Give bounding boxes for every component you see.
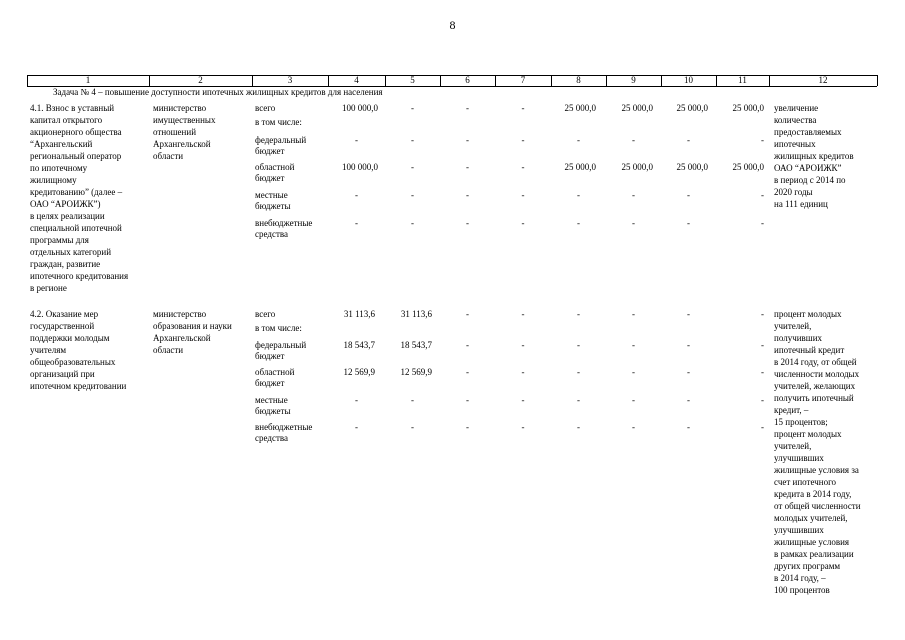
value-cell: - xyxy=(411,162,414,172)
value-cell: - xyxy=(632,340,635,350)
value-cell: - xyxy=(761,340,764,350)
value-cell: - xyxy=(466,340,469,350)
source-regional: бюджет xyxy=(255,378,285,388)
column-number: 6 xyxy=(465,75,470,85)
value-cell: - xyxy=(761,395,764,405)
source-federal: федеральный xyxy=(255,340,307,350)
text-line: 2020 годы xyxy=(774,187,813,197)
col-divider xyxy=(877,75,878,86)
text-line: увеличение xyxy=(774,103,819,113)
value-cell: - xyxy=(466,218,469,228)
text-line: области xyxy=(153,345,184,355)
value-cell: - xyxy=(521,422,525,432)
value-cell: - xyxy=(687,367,690,377)
text-line: в целях реализации xyxy=(30,211,105,221)
source-including: в том числе: xyxy=(255,323,302,333)
text-line: жилищных кредитов xyxy=(774,151,854,161)
text-line: капитал открытого xyxy=(30,115,103,125)
value-cell: - xyxy=(577,422,580,432)
column-number: 8 xyxy=(576,75,581,85)
value-cell: 100 000,0 xyxy=(342,162,378,172)
value-cell: 25 000,0 xyxy=(676,162,708,172)
text-line: процент молодых xyxy=(774,309,842,319)
text-line: других программ xyxy=(774,561,841,571)
text-line: региональный оператор xyxy=(30,151,122,161)
value-cell: 100 000,0 xyxy=(342,103,378,113)
value-cell: - xyxy=(466,395,469,405)
text-line: ипотечный кредит xyxy=(774,345,845,355)
value-cell: - xyxy=(355,190,358,200)
value-cell: 31 113,6 xyxy=(343,309,375,319)
value-cell: 12 569,9 xyxy=(343,367,375,377)
text-line: Архангельской xyxy=(153,333,211,343)
text-line: 4.2. Оказание мер xyxy=(30,309,99,319)
value-cell: - xyxy=(577,309,580,319)
value-cell: - xyxy=(466,135,469,145)
text-line: специальной ипотечной xyxy=(30,223,122,233)
text-line: в рамках реализации xyxy=(774,549,854,559)
column-number: 12 xyxy=(818,75,828,85)
text-line: ипотечного кредитования xyxy=(30,271,129,281)
value-cell: - xyxy=(577,395,580,405)
value-cell: - xyxy=(632,218,635,228)
value-cell: - xyxy=(761,135,764,145)
source-local: местные xyxy=(255,190,288,200)
text-line: количества xyxy=(774,115,817,125)
value-cell: - xyxy=(577,218,580,228)
value-cell: - xyxy=(411,135,414,145)
text-line: жилищному xyxy=(30,175,77,185)
value-cell: - xyxy=(411,218,414,228)
value-cell: - xyxy=(521,190,525,200)
text-line: министерство xyxy=(153,309,207,319)
text-line: отношений xyxy=(153,127,197,137)
text-line: улучшивших xyxy=(774,525,824,535)
column-number: 1 xyxy=(85,75,91,85)
column-number: 3 xyxy=(287,75,293,85)
value-cell: - xyxy=(577,190,580,200)
value-cell: - xyxy=(355,135,358,145)
text-line: жилищные условия xyxy=(774,537,850,547)
value-cell: - xyxy=(411,422,414,432)
text-line: 15 процентов; xyxy=(774,417,828,427)
value-cell: 31 113,6 xyxy=(400,309,432,319)
source-extra: средства xyxy=(255,229,289,239)
source-total: всего xyxy=(255,309,276,319)
value-cell: - xyxy=(466,367,469,377)
value-cell: 25 000,0 xyxy=(676,103,708,113)
column-number: 10 xyxy=(684,75,693,85)
value-cell: - xyxy=(521,135,525,145)
source-local: бюджеты xyxy=(255,201,291,211)
column-number: 11 xyxy=(738,75,747,85)
text-line: 100 процентов xyxy=(774,585,830,595)
text-line: улучшивших xyxy=(774,453,824,463)
text-line: ипотечных xyxy=(774,139,816,149)
value-cell: 25 000,0 xyxy=(564,162,596,172)
text-line: в регионе xyxy=(30,283,67,293)
value-cell: - xyxy=(411,103,414,113)
value-cell: - xyxy=(411,395,414,405)
value-cell: - xyxy=(466,309,469,319)
source-regional: областной xyxy=(255,367,295,377)
text-line: 4.1. Взнос в уставный xyxy=(30,103,115,113)
value-cell: - xyxy=(577,367,580,377)
value-cell: 25 000,0 xyxy=(621,162,653,172)
text-line: численности молодых xyxy=(774,369,860,379)
text-line: программы для xyxy=(30,235,89,245)
source-federal: федеральный xyxy=(255,135,307,145)
source-local: бюджеты xyxy=(255,406,291,416)
text-line: счет ипотечного xyxy=(774,477,837,487)
value-cell: - xyxy=(687,422,690,432)
source-local: местные xyxy=(255,395,288,405)
text-line: процент молодых xyxy=(774,429,842,439)
source-including: в том числе: xyxy=(255,117,302,127)
value-cell: - xyxy=(521,395,525,405)
value-cell: - xyxy=(687,395,690,405)
value-cell: - xyxy=(466,103,469,113)
text-line: в период с 2014 по xyxy=(774,175,846,185)
text-line: от общей численности xyxy=(774,501,861,511)
text-line: молодых учителей, xyxy=(774,513,848,523)
text-line: ОАО “АРОИЖК”) xyxy=(30,199,101,209)
text-line: отдельных категорий xyxy=(30,247,112,257)
page-number: 8 xyxy=(449,18,456,32)
source-extra: внебюджетные xyxy=(255,422,313,432)
value-cell: - xyxy=(687,135,690,145)
value-cell: 25 000,0 xyxy=(732,103,764,113)
value-cell: - xyxy=(355,422,358,432)
value-cell: - xyxy=(632,395,635,405)
source-total: всего xyxy=(255,103,276,113)
value-cell: - xyxy=(521,309,525,319)
text-line: по ипотечному xyxy=(30,163,88,173)
column-number: 5 xyxy=(410,75,415,85)
value-cell: - xyxy=(761,218,764,228)
value-cell: 18 543,7 xyxy=(400,340,432,350)
task-title: Задача № 4 – повышение доступности ипотечных жилищных кредитов для населения xyxy=(53,87,383,97)
value-cell: - xyxy=(521,218,525,228)
text-line: в 2014 году, – xyxy=(774,573,826,583)
value-cell: - xyxy=(521,162,525,172)
value-cell: - xyxy=(687,340,690,350)
source-extra: внебюджетные xyxy=(255,218,313,228)
column-number: 7 xyxy=(520,75,526,85)
column-number: 4 xyxy=(354,75,359,85)
text-line: имущественных xyxy=(153,115,216,125)
value-cell: - xyxy=(355,395,358,405)
value-cell: - xyxy=(761,190,764,200)
text-line: ипотечном кредитовании xyxy=(30,381,127,391)
value-cell: - xyxy=(355,218,358,228)
value-cell: - xyxy=(632,135,635,145)
text-line: учителей, xyxy=(774,441,812,451)
text-line: образования и науки xyxy=(153,321,232,331)
value-cell: - xyxy=(466,190,469,200)
text-line: учителям xyxy=(30,345,67,355)
value-cell: - xyxy=(577,340,580,350)
text-line: государственной xyxy=(30,321,95,331)
source-extra: средства xyxy=(255,433,289,443)
text-line: общеобразовательных xyxy=(30,357,116,367)
text-line: ОАО “АРОИЖК” xyxy=(774,163,842,173)
value-cell: - xyxy=(687,309,690,319)
text-line: в 2014 году, от общей xyxy=(774,357,857,367)
value-cell: - xyxy=(761,309,764,319)
value-cell: 25 000,0 xyxy=(564,103,596,113)
text-line: поддержки молодым xyxy=(30,333,110,343)
value-cell: - xyxy=(687,190,690,200)
value-cell: - xyxy=(632,309,635,319)
text-line: области xyxy=(153,151,184,161)
value-cell: - xyxy=(687,218,690,228)
source-regional: областной xyxy=(255,162,295,172)
value-cell: - xyxy=(466,162,469,172)
text-line: “Архангельский xyxy=(30,139,93,149)
value-cell: 25 000,0 xyxy=(621,103,653,113)
value-cell: - xyxy=(632,367,635,377)
text-line: кредит, – xyxy=(774,405,809,415)
text-line: граждан, развитие xyxy=(30,259,101,269)
value-cell: 18 543,7 xyxy=(343,340,375,350)
value-cell: - xyxy=(466,422,469,432)
text-line: акционерного общества xyxy=(30,127,122,137)
value-cell: - xyxy=(632,190,635,200)
text-line: министерство xyxy=(153,103,207,113)
column-number: 2 xyxy=(198,75,203,85)
text-line: кредитованию” (далее – xyxy=(30,187,123,197)
value-cell: - xyxy=(577,135,580,145)
value-cell: - xyxy=(761,367,764,377)
value-cell: - xyxy=(411,190,414,200)
text-line: на 111 единиц xyxy=(774,199,828,209)
source-federal: бюджет xyxy=(255,146,285,156)
value-cell: - xyxy=(521,367,525,377)
source-federal: бюджет xyxy=(255,351,285,361)
value-cell: - xyxy=(521,103,525,113)
value-cell: - xyxy=(521,340,525,350)
text-line: получивших xyxy=(774,333,823,343)
text-line: предоставляемых xyxy=(774,127,842,137)
text-line: жилищные условия за xyxy=(774,465,859,475)
value-cell: 25 000,0 xyxy=(732,162,764,172)
column-number: 9 xyxy=(631,75,636,85)
text-line: Архангельской xyxy=(153,139,211,149)
text-line: кредита в 2014 году, xyxy=(774,489,852,499)
source-regional: бюджет xyxy=(255,173,285,183)
value-cell: - xyxy=(632,422,635,432)
text-line: получить ипотечный xyxy=(774,393,854,403)
value-cell: - xyxy=(761,422,764,432)
value-cell: 12 569,9 xyxy=(400,367,432,377)
text-line: учителей, желающих xyxy=(774,381,856,391)
text-line: организаций при xyxy=(30,369,95,379)
text-line: учителей, xyxy=(774,321,812,331)
